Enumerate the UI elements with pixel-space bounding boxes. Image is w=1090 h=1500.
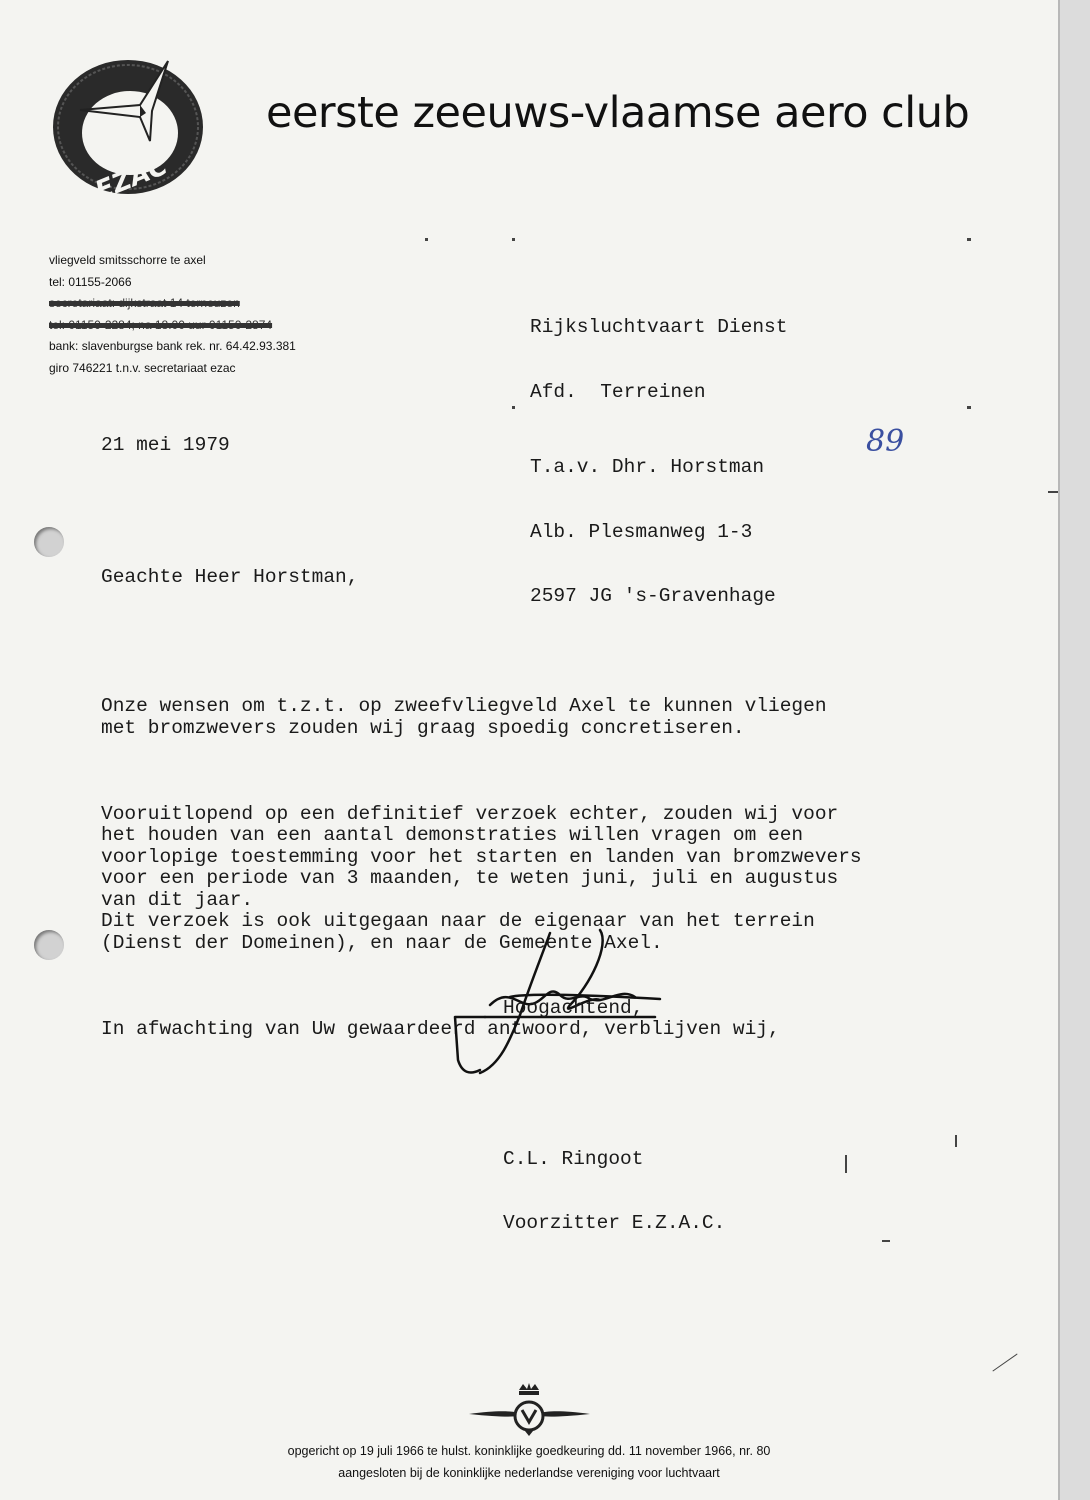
addressee-organisation: Rijksluchtvaart Dienst (530, 316, 788, 338)
footer-affiliation: aangesloten bij de koninklijke nederlandse vereniging voor luchtvaart (338, 1466, 720, 1480)
scan-speck (967, 406, 971, 409)
punch-hole (34, 930, 64, 960)
ezac-logo (50, 55, 208, 195)
struck-secretariat-phone: tel: 01150-2284; na 18.00 uur 01150-2874 (49, 317, 273, 332)
knvvl-emblem (467, 1382, 592, 1442)
closing-greeting: Hoogachtend, (503, 997, 644, 1019)
handwritten-note: 89 (866, 424, 905, 459)
addressee-department: Afd. Terreinen (530, 380, 706, 403)
body-paragraph: Onze wensen om t.z.t. op zweefvliegveld Axel te kunnen vliegen met bromzwevers zouden wij graag spoedig concretiseren. (101, 695, 827, 739)
logo-lettering: EZAC (91, 150, 172, 195)
sender-details (49, 250, 296, 379)
scan-speck (512, 406, 515, 409)
sender-airfield: vliegveld smitsschorre te axel (49, 253, 206, 267)
scan-speck (425, 238, 428, 241)
body-paragraph: Vooruitlopend op een definitief verzoek echter, zouden wij voor het houden van een aantal demonstraties willen vragen om een voorlopige toestemming voor het starten en landen van bromzwevers voor een periode van 3 maanden, te weten juni, juli en augustus van dit jaar. Dit verzoek is ook uitgegaan naar de eigenaar van het terrein (Dienst der Domeinen), en naar de Gemeente Axel. (101, 802, 862, 954)
scan-speck (992, 1353, 1017, 1371)
scan-speck (955, 1135, 957, 1147)
letter-date: 21 mei 1979 (101, 434, 230, 456)
footer-founding: opgericht op 19 juli 1966 te hulst. koninklijke goedkeuring dd. 11 november 1966, nr. 80 (287, 1444, 771, 1458)
addressee-block (530, 274, 787, 651)
addressee-street: Alb. Plesmanweg 1-3 (530, 520, 753, 543)
sender-bank: bank: slavenburgse bank rek. nr. 64.42.93.381 (49, 339, 296, 353)
sender-phone: tel: 01155-2066 (49, 274, 132, 289)
sender-giro: giro 746221 t.n.v. secretariaat ezac (49, 360, 236, 375)
closing-block (503, 955, 725, 1278)
signatory-name: C.L. Ringoot (503, 1147, 644, 1170)
scan-speck (1048, 491, 1058, 493)
scan-speck (512, 238, 515, 241)
scan-edge (1058, 0, 1060, 1500)
letter-footer (0, 1440, 1058, 1484)
body-paragraph: In afwachting van Uw gewaardeerd antwoord, verblijven wij, (101, 1017, 780, 1040)
struck-secretariat-address: secretariaat: dijkstraat 14 terneuzen (49, 296, 240, 310)
club-name: eerste zeeuws-vlaamse aero club (266, 88, 970, 138)
scan-speck (882, 1240, 890, 1242)
addressee-attention: T.a.v. Dhr. Horstman (530, 456, 765, 478)
scan-speck (845, 1155, 847, 1173)
addressee-city: 2597 JG 's-Gravenhage (530, 585, 776, 607)
punch-hole (34, 527, 64, 557)
scan-speck (967, 238, 971, 241)
signatory-title: Voorzitter E.Z.A.C. (503, 1212, 726, 1234)
salutation: Geachte Heer Horstman, (101, 566, 359, 588)
